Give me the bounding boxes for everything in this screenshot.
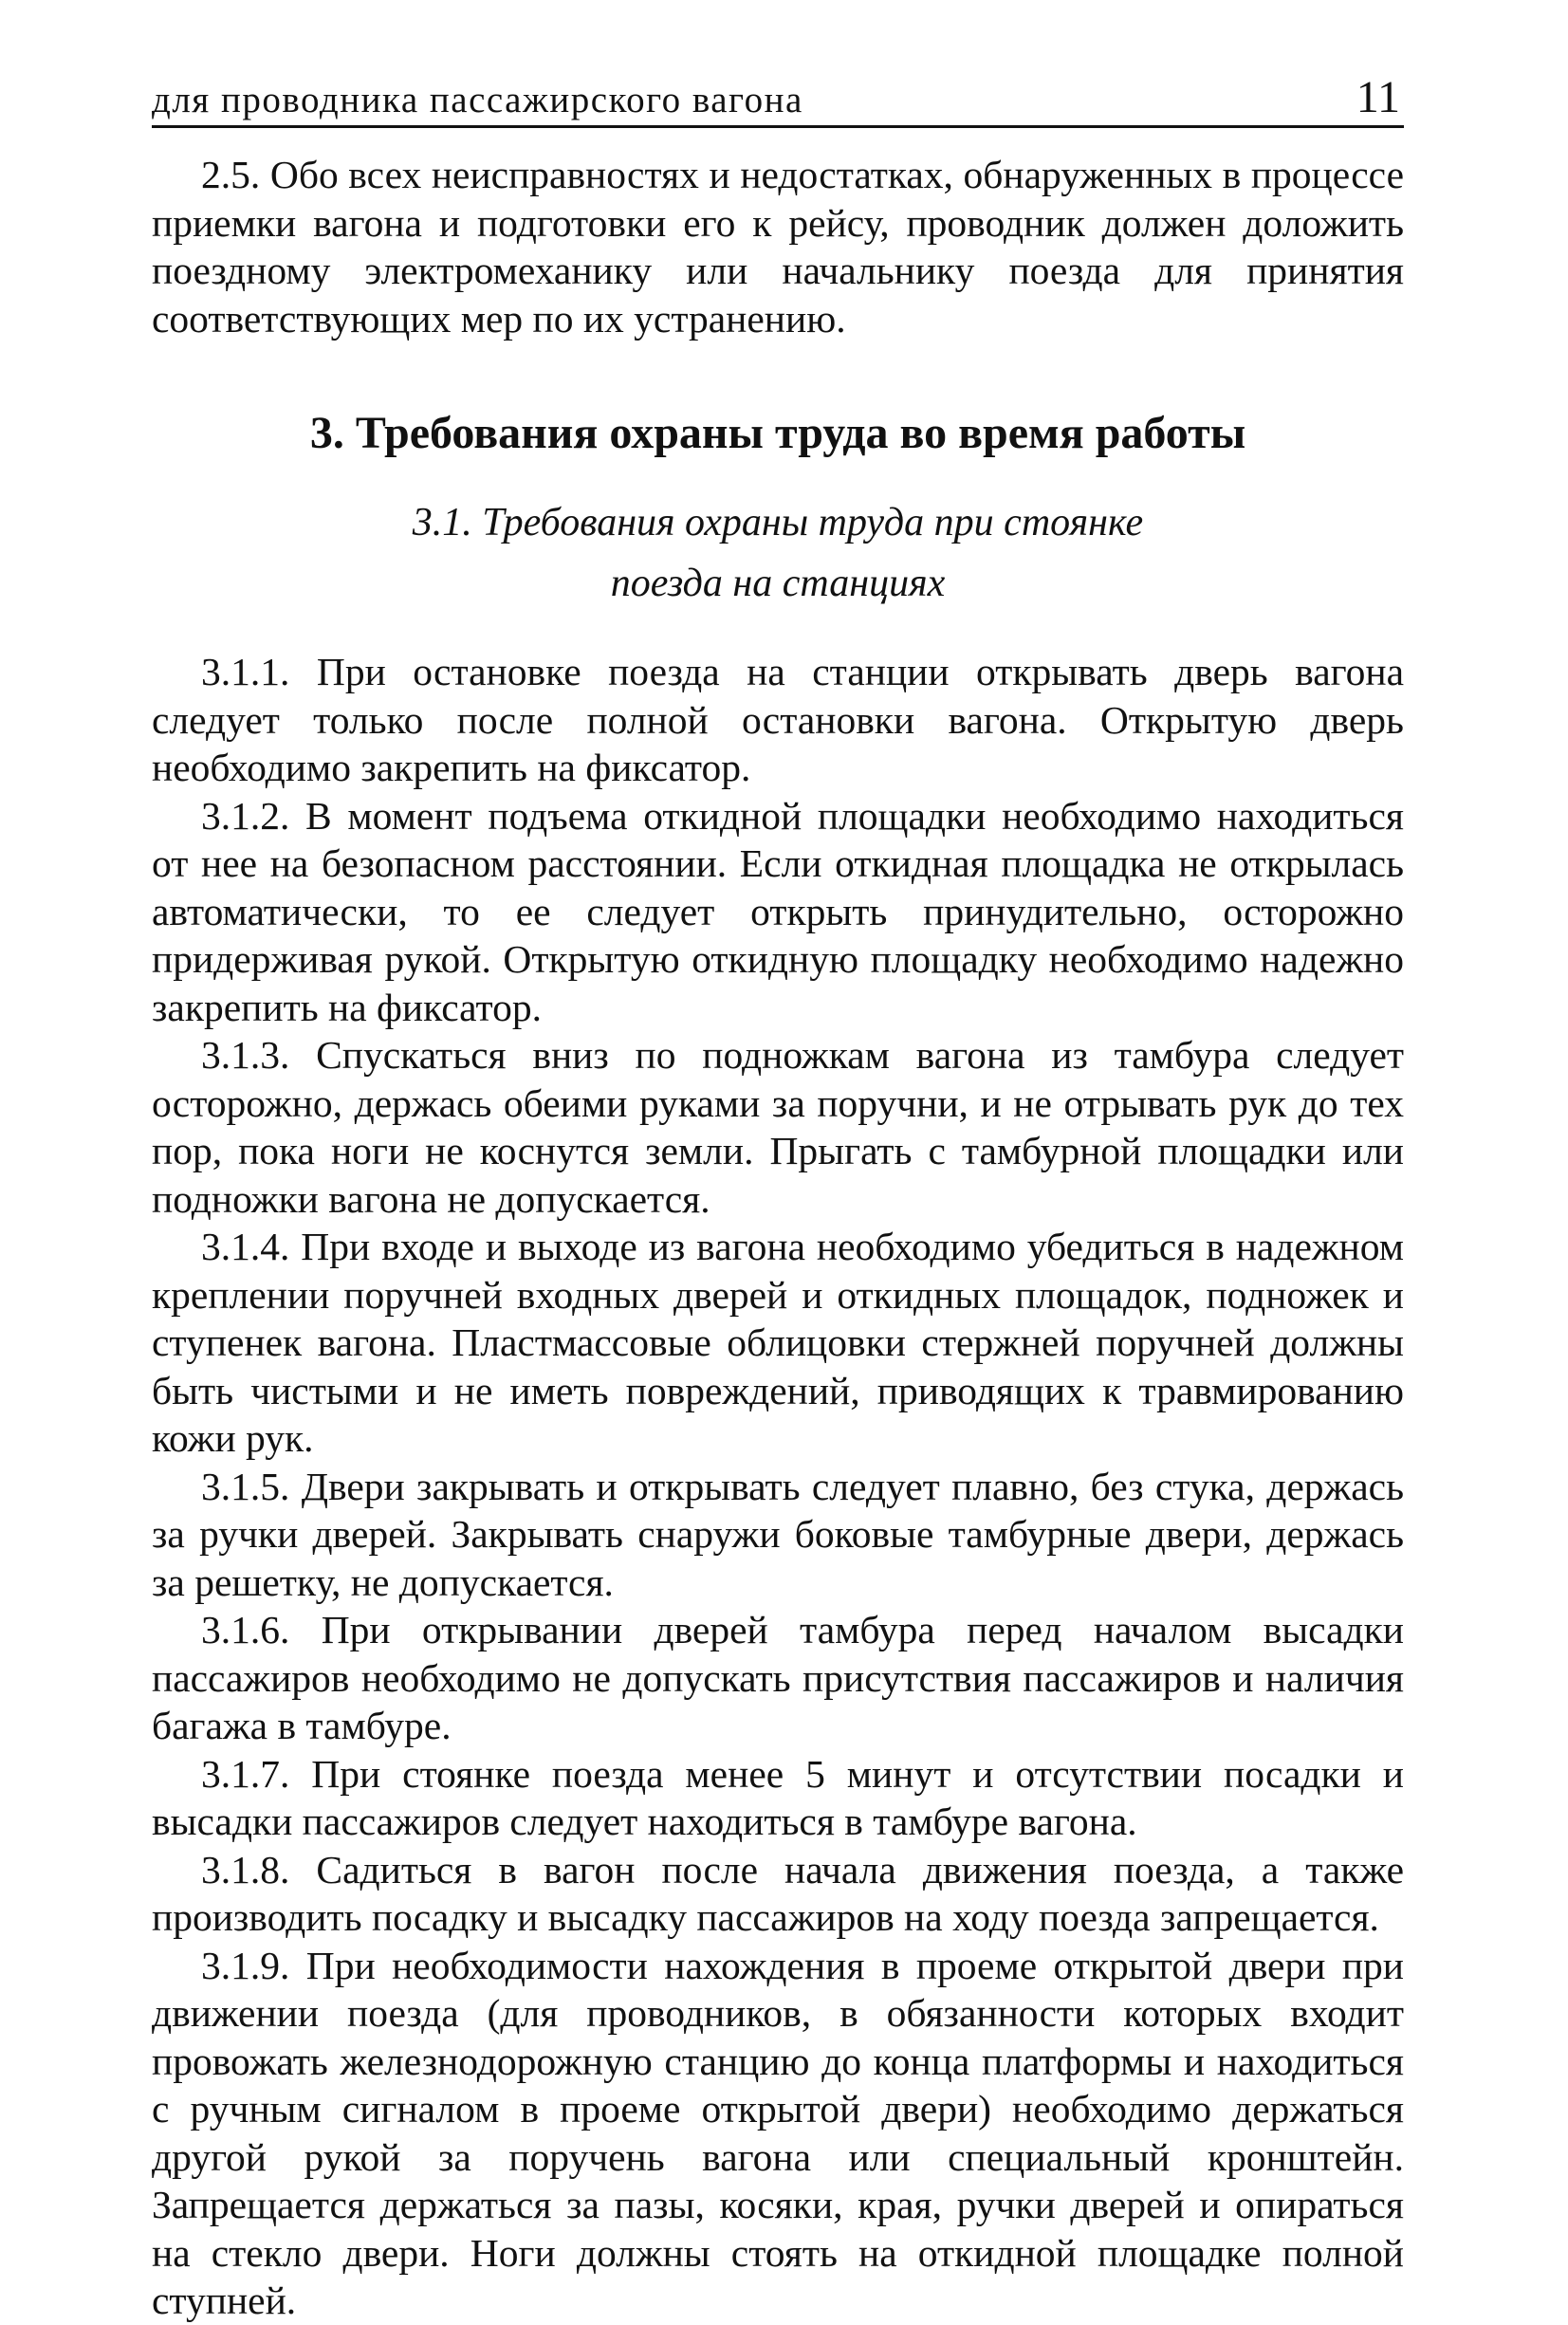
paragraph-3-1-6: 3.1.6. При открывании дверей тамбура перед началом высадки пассажиров необходимо не допускать присутствия пассажиров и наличия багажа в тамбуре. [152,1608,1404,1747]
paragraph-3-1-5: 3.1.5. Двери закрывать и открывать следует плавно, без стука, держась за ручки дверей. Закрывать снаружи боковые тамбурные двери, держась за решетку, не допускается. [152,1464,1404,1604]
paragraph-3-1-3: 3.1.3. Спускаться вниз по подножкам вагона из тамбура следует осторожно, держась обеими руками за поручни, и не отрывать рук до тех пор, пока ноги не коснутся земли. Прыгать с тамбурной площадки или подножки вагона не допускается. [152,1033,1404,1221]
page-number: 11 [1356,72,1400,122]
book-page [152,66,1404,2325]
running-title: для проводника пассажирского вагона [152,80,803,120]
paragraph-3-1-1: 3.1.1. При остановке поезда на станции открывать дверь вагона следует только после полной остановки вагона. Открытую дверь необходимо закрепить на фиксатор. [152,650,1404,789]
paragraph-3-1-4: 3.1.4. При входе и выходе из вагона необходимо убедиться в надежном креплении поручней входных дверей и откидных площадок, подножек и ступенек вагона. Пластмассовые облицовки стержней поручней должны быть чистыми и не иметь повреждений, приводящих к травмированию кожи рук. [152,1225,1404,1460]
subsection-title [152,492,1404,614]
subsection-title-line2: поезда на станциях [610,562,946,605]
paragraph-3-1-8: 3.1.8. Садиться в вагон после начала движения поезда, а также производить посадку и высадку пассажиров на ходу поезда запрещается. [152,1847,1404,1939]
paragraph-3-1-2: 3.1.2. В момент подъема откидной площадки необходимо находиться от нее на безопасном расстоянии. Если откидная площадка не открылась автоматически, то ее следует открыть принудительно, осторожно придерживая рукой. Открытую откидную площадку необходимо надежно закрепить на фиксатор. [152,793,1404,1029]
section-title: 3. Требования охраны труда во время работы [309,408,1246,458]
paragraph-3-1-7: 3.1.7. При стоянке поезда менее 5 минут и отсутствии посадки и высадки пассажиров следует находиться в тамбуре вагона. [152,1751,1404,1843]
running-header [152,66,1404,128]
subsection-title-line1: 3.1. Требования охраны труда при стоянке [412,501,1144,544]
paragraph-3-1-9: 3.1.9. При необходимости нахождения в проеме открытой двери при движении поезда (для проводников, в обязанности которых входит провожать железнодорожную станцию до конца платформы и находиться с ручным сигналом в проеме открытой двери) необходимо держаться другой рукой за поручень вагона или специальный кронштейн. Запрещается держаться за пазы, косяки, края, ручки дверей и опираться на стекло двери. Ноги должны стоять на откидной площадке полной ступней. [152,1943,1404,2322]
paragraph-2-5: 2.5. Обо всех неисправностях и недостатках, обнаруженных в процессе приемки вагона и подготовки его к рейсу, проводник должен доложить поездному электромеханику или начальнику поезда для принятия соответствующих мер по их устранению. [152,153,1404,341]
